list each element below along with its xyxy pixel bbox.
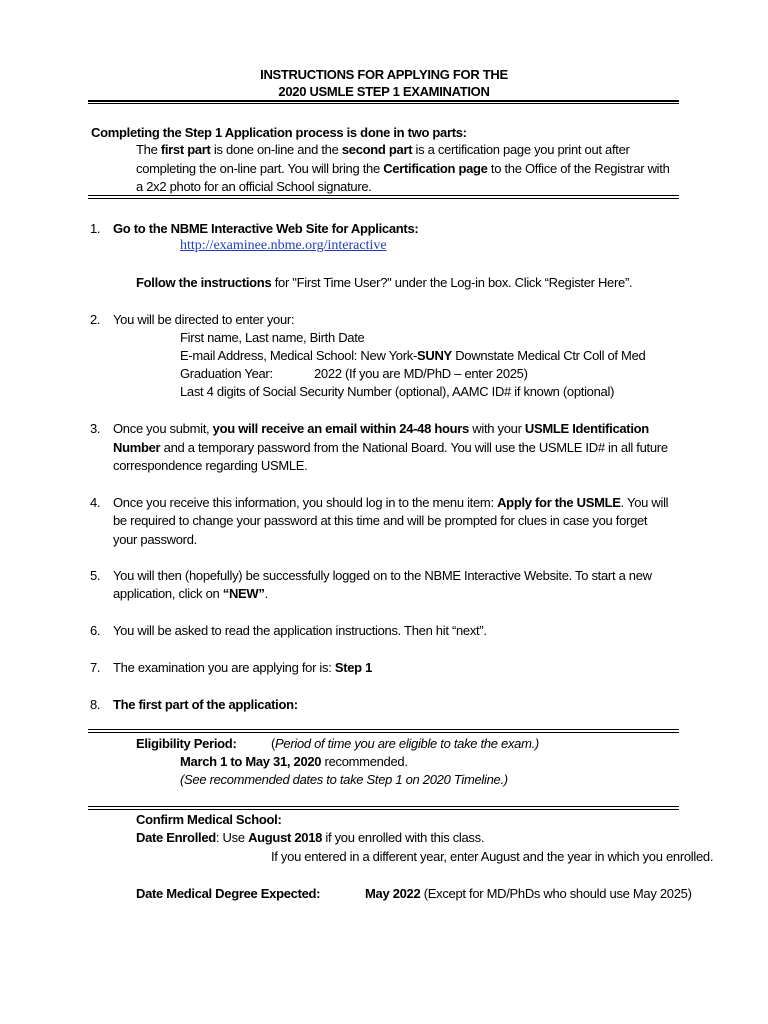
step-2-intro: You will be directed to enter your:	[113, 312, 295, 327]
eligibility-divider	[88, 729, 679, 733]
eligibility-see-timeline: (See recommended dates to take Step 1 on 2020 Timeline.)	[180, 772, 508, 787]
title-line-1: INSTRUCTIONS FOR APPLYING FOR THE	[260, 67, 508, 82]
step-3-number: 3.	[90, 421, 101, 436]
step-8-number: 8.	[90, 697, 101, 712]
step-2-line-2: E-mail Address, Medical School: New York-SUNY Downstate Medical Ctr Coll of Med	[180, 348, 646, 363]
eligibility-note: (Period of time you are eligible to take the exam.)	[271, 736, 539, 751]
intro-line-1: The first part is done on-line and the second part is a certification page you print out after	[136, 142, 630, 157]
eligibility-label: Eligibility Period:	[136, 736, 237, 751]
step-2-number: 2.	[90, 312, 101, 327]
step-1-number: 1.	[90, 221, 101, 236]
step-3-line-2: Number and a temporary password from the National Board. You will use the USMLE ID# in all future	[113, 440, 668, 455]
eligibility-range: March 1 to May 31, 2020 recommended.	[180, 754, 408, 769]
step-5-line-1: You will then (hopefully) be successfully logged on to the NBME Interactive Website. To start a new	[113, 568, 652, 583]
nbme-link[interactable]: http://examinee.nbme.org/interactive	[180, 238, 387, 253]
step-6-number: 6.	[90, 623, 101, 638]
step-1-heading: Go to the NBME Interactive Web Site for Applicants:	[113, 221, 419, 236]
intro-heading: Completing the Step 1 Application process is done in two parts:	[91, 125, 467, 140]
step-7-number: 7.	[90, 660, 101, 675]
degree-expected-label: Date Medical Degree Expected:	[136, 886, 321, 901]
step-5-number: 5.	[90, 568, 101, 583]
step-6-text: You will be asked to read the application instructions. Then hit “next”.	[113, 623, 487, 638]
step-2-line-4: Last 4 digits of Social Security Number (optional), AAMC ID# if known (optional)	[180, 384, 615, 399]
step-4-line-1: Once you receive this information, you should log in to the menu item: Apply for the USMLE. You will	[113, 495, 669, 510]
school-divider	[88, 806, 679, 810]
step-4-line-3: your password.	[113, 532, 197, 547]
degree-expected-value: May 2022 (Except for MD/PhDs who should use May 2025)	[365, 886, 692, 901]
intro-divider	[88, 195, 679, 199]
school-heading: Confirm Medical School:	[136, 812, 282, 827]
step-1-follow: Follow the instructions for "First Time User?" under the Log-in box. Click “Register Here”.	[136, 275, 633, 290]
date-enrolled: Date Enrolled: Use August 2018 if you enrolled with this class.	[136, 830, 485, 845]
step-3-line-3: correspondence regarding USMLE.	[113, 458, 308, 473]
title-line-2: 2020 USMLE STEP 1 EXAMINATION	[278, 84, 490, 99]
step-8-text: The first part of the application:	[113, 697, 298, 712]
step-4-number: 4.	[90, 495, 101, 510]
title-divider	[88, 100, 679, 104]
step-2-line-1: First name, Last name, Birth Date	[180, 330, 365, 345]
step-5-line-2: application, click on “NEW”.	[113, 586, 268, 601]
step-3-line-1: Once you submit, you will receive an email within 24-48 hours with your USMLE Identification	[113, 421, 649, 436]
intro-line-3: a 2x2 photo for an official School signature.	[136, 179, 372, 194]
date-enrolled-alternate: If you entered in a different year, enter August and the year in which you enrolled.	[271, 849, 714, 864]
step-7-text: The examination you are applying for is: Step 1	[113, 660, 373, 675]
intro-line-2: completing the on-line part. You will bring the Certification page to the Office of the Registrar with	[136, 161, 670, 176]
step-4-line-2: be required to change your password at this time and will be prompted for clues in case you forget	[113, 513, 648, 528]
step-2-line-3: Graduation Year: 2022 (If you are MD/PhD – enter 2025)	[180, 366, 528, 381]
